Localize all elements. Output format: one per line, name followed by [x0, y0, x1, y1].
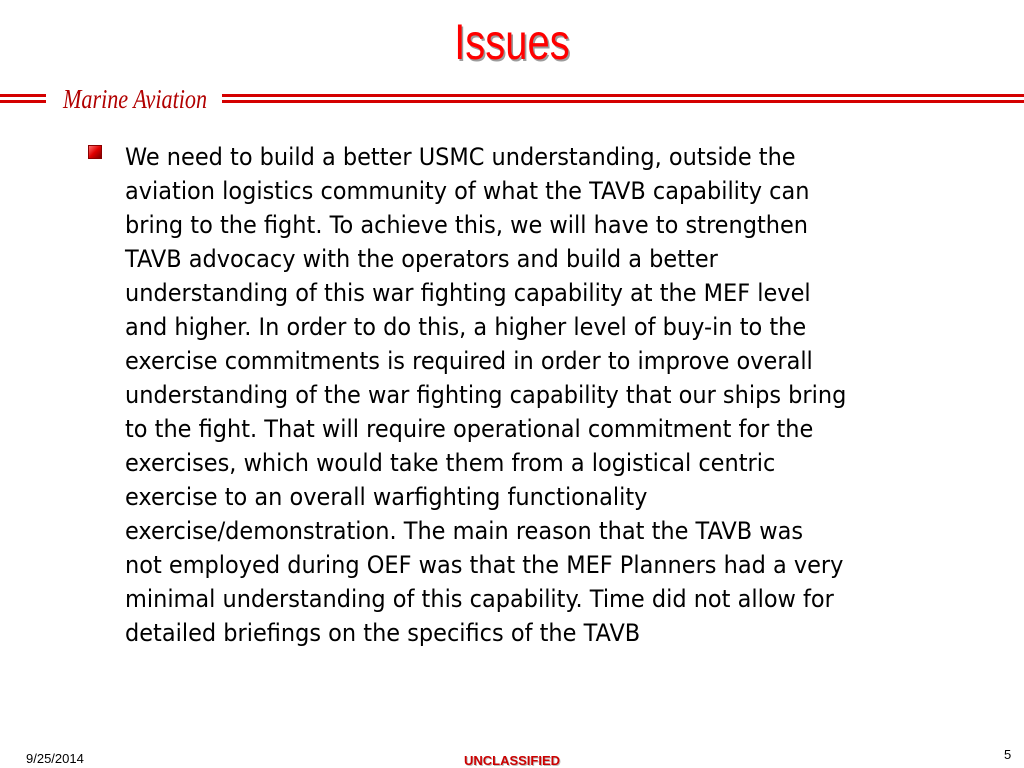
- slide-title: Issues: [454, 14, 570, 70]
- marine-aviation-wordmark: Marine Aviation: [62, 84, 208, 114]
- bullet-text: We need to build a better USMC understanding, outside the aviation logistics community of what the TAVB capability can bring to the fight. To achieve this, we will have to strengthen TAVB advocacy with the operators and build a better understanding of this war fighting capability at the MEF level and higher. In order to do this, a higher level of buy-in to the exercise commitments is required in order to improve overall understanding of the war fighting capability that our ships bring to the fight. That will require operational commitment for the exercises, which would take them from a logistical centric exercise to an overall warfighting functionality exercise/demonstration. The main reason that the TAVB was not employed during OEF was that the MEF Planners had a very minimal understanding of this capability. Time did not allow for detailed briefings on the specifics of the TAVB: [125, 143, 847, 647]
- page-number: 5: [1004, 747, 1012, 762]
- header-rule-left: [0, 94, 46, 103]
- classification-marking: UNCLASSIFIED: [463, 753, 561, 768]
- red-square-bullet-icon: [88, 145, 102, 159]
- footer-date: 9/25/2014: [26, 751, 84, 766]
- header-rule-right: [222, 94, 1024, 103]
